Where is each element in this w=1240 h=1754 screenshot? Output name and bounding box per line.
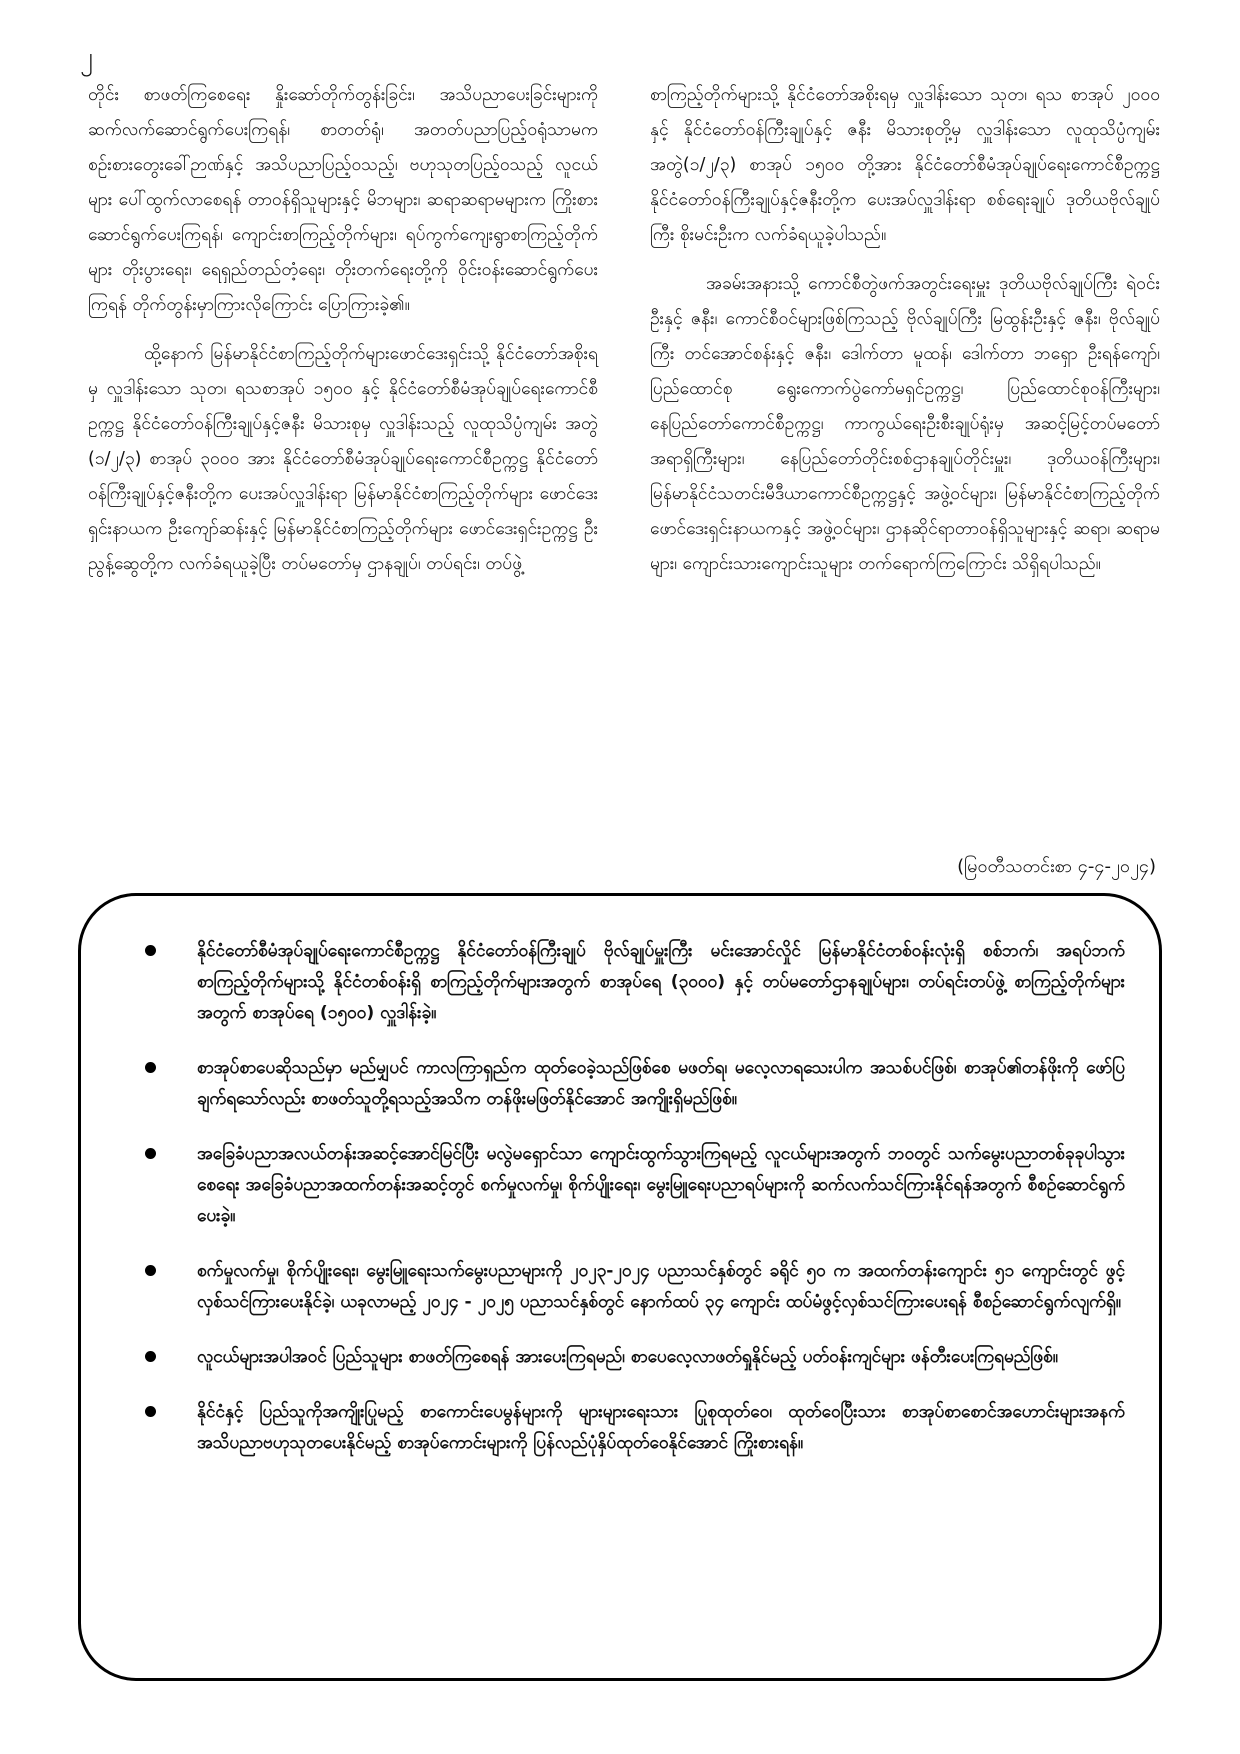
bullet-icon bbox=[145, 1351, 156, 1362]
highlight-text: နိုင်ငံတော်စီမံအုပ်ချုပ်ရေးကောင်စီဥက္ကဋ္ဌ နိုင်ငံတော်ဝန်ကြီးချုပ် ဗိုလ်ချုပ်မှူးကြီး မင်းအောင်လှိုင် မြန်မာနိုင်ငံတစ်ဝန်းလုံးရှိ စစ်ဘက်၊ အရပ်ဘက် စာကြည့်တိုက်များသို့ နိုင်ငံတစ်ဝန်းရှိ စာကြည့်တိုက်များအတွက် စာအုပ်ရေ (၃၀၀၀) နှင့် တပ်မတော်ဌာနချုပ်များ၊ တပ်ရင်းတပ်ဖွဲ့ စာကြည့်တိုက်များအတွက် စာအုပ်ရေ (၁၅၀၀) လှူဒါန်းခဲ့။ bbox=[197, 941, 1125, 1023]
highlight-item bbox=[135, 936, 1125, 1029]
highlight-text: နိုင်ငံနှင့် ပြည်သူကိုအကျိုးပြုမည့် စာကောင်းပေမွန်များကို များများရေးသား ပြုစုထုတ်ဝေ၊ ထုတ်ဝေပြီးသား စာအုပ်စာစောင်အဟောင်းများအနက် အသိပညာဗဟုသုတပေးနိုင်မည့် စာအုပ်ကောင်းများကို ပြန်လည်ပုံနှိပ်ထုတ်ဝေနိုင်အောင် ကြိုးစားရန်။ bbox=[197, 1402, 1125, 1453]
highlight-item bbox=[135, 1256, 1125, 1318]
highlight-text: လူငယ်များအပါအဝင် ပြည်သူများ စာဖတ်ကြစေရန် အားပေးကြရမည်၊ စာပေလေ့လာဖတ်ရှုနိုင်မည့် ပတ်ဝန်းကျင်များ ဖန်တီးပေးကြရမည်ဖြစ်။ bbox=[197, 1347, 1058, 1367]
source-citation: (မြဝတီသတင်းစာ ၄-၄-၂၀၂၄) bbox=[957, 856, 1156, 877]
page-number: ၂ bbox=[80, 42, 93, 72]
article-paragraph: တိုင်း စာဖတ်ကြစေရေး နှိုးဆော်တိုက်တွန်းခြင်း၊ အသိပညာပေးခြင်းများကို ဆက်လက်ဆောင်ရွက်ပေးကြရန်၊ စာတတ်ရုံ၊ အတတ်ပညာပြည့်ဝရုံသာမက စဉ်းစားတွေးခေါ်ဉာဏ်နှင့် အသိပညာပြည့်ဝသည့်၊ ဗဟုသုတပြည့်ဝသည့် လူငယ်များ ပေါ်ထွက်လာစေရန် တာဝန်ရှိသူများနှင့် မိဘများ၊ ဆရာဆရာမများက ကြိုးစားဆောင်ရွက်ပေးကြရန်၊ ကျောင်းစာကြည့်တိုက်များ၊ ရပ်ကွက်ကျေးရွာစာကြည့်တိုက်များ တိုးပွားရေး၊ ရေရှည်တည်တံ့ရေး၊ တိုးတက်ရေးတို့ကို ဝိုင်းဝန်းဆောင်ရွက်ပေးကြရန် တိုက်တွန်းမှာကြားလိုကြောင်း ပြောကြားခဲ့၏။ bbox=[88, 85, 598, 315]
left-column bbox=[88, 78, 598, 596]
bullet-icon bbox=[145, 945, 156, 956]
highlight-text: အခြေခံပညာအလယ်တန်းအဆင့်အောင်မြင်ပြီး မလွဲမရှောင်သာ ကျောင်းထွက်သွားကြရမည့် လူငယ်များအတွက် ဘဝတွင် သက်မွေးပညာတစ်ခုခုပါသွားစေရေး အခြေခံပညာအထက်တန်းအဆင့်တွင် စက်မှုလက်မှု၊ စိုက်ပျိုးရေး၊ မွေးမြူရေးပညာရပ်များကို ဆက်လက်သင်ကြားနိုင်ရန်အတွက် စီစဉ်ဆောင်ရွက်ပေးခဲ့။ bbox=[197, 1144, 1125, 1226]
highlight-item bbox=[135, 1342, 1125, 1373]
article-paragraph: အခမ်းအနားသို့ ကောင်စီတွဲဖက်အတွင်းရေးမှူး ဒုတိယဗိုလ်ချုပ်ကြီး ရဲဝင်းဦးနှင့် ဇနီး၊ ကောင်စီဝင်များဖြစ်ကြသည့် ဗိုလ်ချုပ်ကြီး မြထွန်းဦးနှင့် ဇနီး၊ ဗိုလ်ချုပ်ကြီး တင်အောင်စန်းနှင့် ဇနီး၊ ဒေါက်တာ မူထန်၊ ဒေါက်တာ ဘရှော ဦးရန်ကျော်၊ ပြည်ထောင်စု ရွေးကောက်ပွဲကော်မရှင်ဥက္ကဋ္ဌ၊ ပြည်ထောင်စုဝန်ကြီးများ၊ နေပြည်တော်ကောင်စီဥက္ကဋ္ဌ၊ ကာကွယ်ရေးဦးစီးချုပ်ရုံးမှ အဆင့်မြင့်တပ်မတော်အရာရှိကြီးများ၊ နေပြည်တော်တိုင်းစစ်ဌာနချုပ်တိုင်းမှူး၊ ဒုတိယဝန်ကြီးများ၊ မြန်မာနိုင်ငံသတင်းမီဒီယာကောင်စီဥက္ကဋ္ဌနှင့် အဖွဲ့ဝင်များ၊ မြန်မာနိုင်ငံစာကြည့်တိုက်ဖောင်ဒေးရှင်းနာယကနှင့် အဖွဲ့ဝင်များ၊ ဌာနဆိုင်ရာတာဝန်ရှိသူများနှင့် ဆရာ၊ ဆရာမများ၊ ကျောင်းသားကျောင်းသူများ တက်ရောက်ကြကြောင်း သိရှိရပါသည်။ bbox=[650, 274, 1160, 574]
bullet-icon bbox=[145, 1406, 156, 1417]
article-body bbox=[88, 78, 1160, 596]
highlights-box bbox=[78, 893, 1162, 1681]
bullet-icon bbox=[145, 1148, 156, 1159]
highlight-item bbox=[135, 1397, 1125, 1459]
article-paragraph: စာကြည့်တိုက်များသို့ နိုင်ငံတော်အစိုးရမှ လှူဒါန်းသော သုတ၊ ရသ စာအုပ် ၂၀၀၀ နှင့် နိုင်ငံတော်ဝန်ကြီးချုပ်နှင့် ဇနီး မိသားစုတို့မှ လှူဒါန်းသော လူထုသိပ္ပံကျမ်းအတွဲ(၁/၂/၃) စာအုပ် ၁၅၀၀ တို့အား နိုင်ငံတော်စီမံအုပ်ချုပ်ရေးကောင်စီဥက္ကဋ္ဌ နိုင်ငံတော်ဝန်ကြီးချုပ်နှင့်ဇနီးတို့က ပေးအပ်လှူဒါန်းရာ စစ်ရေးချုပ် ဒုတိယဗိုလ်ချုပ်ကြီး စိုးမင်းဦးက လက်ခံရယူခဲ့ပါသည်။ bbox=[650, 85, 1160, 245]
highlight-item bbox=[135, 1139, 1125, 1232]
highlights-list bbox=[135, 936, 1125, 1483]
highlight-item bbox=[135, 1053, 1125, 1115]
bullet-icon bbox=[145, 1062, 156, 1073]
highlight-text: စက်မှုလက်မှု၊ စိုက်ပျိုးရေး၊ မွေးမြူရေးသက်မွေးပညာများကို ၂၀၂၃-၂၀၂၄ ပညာသင်နှစ်တွင် ခရိုင် ၅၀ က အထက်တန်းကျောင်း ၅၁ ကျောင်းတွင် ဖွင့်လှစ်သင်ကြားပေးနိုင်ခဲ့၊ ယခုလာမည့် ၂၀၂၄ - ၂၀၂၅ ပညာသင်နှစ်တွင် နောက်ထပ် ၃၄ ကျောင်း ထပ်မံဖွင့်လှစ်သင်ကြားပေးရန် စီစဉ်ဆောင်ရွက်လျက်ရှိ။ bbox=[197, 1261, 1125, 1312]
bullet-icon bbox=[145, 1265, 156, 1276]
article-paragraph: ထို့နောက် မြန်မာနိုင်ငံစာကြည့်တိုက်များဖောင်ဒေးရှင်းသို့ နိုင်ငံတော်အစိုးရမှ လှူဒါန်းသော သုတ၊ ရသစာအုပ် ၁၅၀၀ နှင့် နိုင်ငံတော်စီမံအုပ်ချုပ်ရေးကောင်စီဥက္ကဋ္ဌ နိုင်ငံတော်ဝန်ကြီးချုပ်နှင့်ဇနီး မိသားစုမှ လှူဒါန်းသည့် လူထုသိပ္ပံကျမ်း အတွဲ (၁/၂/၃) စာအုပ် ၃၀၀၀ အား နိုင်ငံတော်စီမံအုပ်ချုပ်ရေးကောင်စီဥက္ကဋ္ဌ နိုင်ငံတော်ဝန်ကြီးချုပ်နှင့်ဇနီးတို့က ပေးအပ်လှူဒါန်းရာ မြန်မာနိုင်ငံစာကြည့်တိုက်များ ဖောင်ဒေးရှင်းနာယက ဦးကျော်ဆန်းနှင့် မြန်မာနိုင်ငံစာကြည့်တိုက်များ ဖောင်ဒေးရှင်းဥက္ကဋ္ဌ ဦးညွန့်ဆွေတို့က လက်ခံရယူခဲ့ပြီး တပ်မတော်မှ ဌာနချုပ်၊ တပ်ရင်း၊ တပ်ဖွဲ့ bbox=[88, 344, 598, 574]
highlight-text: စာအုပ်စာပေဆိုသည်မှာ မည်မျှပင် ကာလကြာရှည်က ထုတ်ဝေခဲ့သည်ဖြစ်စေ မဖတ်ရ၊ မလေ့လာရသေးပါက အသစ်ပင်ဖြစ်၊ စာအုပ်၏တန်ဖိုးကို ဖော်ပြချက်ရသော်လည်း စာဖတ်သူတို့ရသည့်အသိက တန်ဖိုးမဖြတ်နိုင်အောင် အကျိုးရှိမည်ဖြစ်။ bbox=[197, 1058, 1125, 1109]
right-column bbox=[650, 78, 1160, 596]
